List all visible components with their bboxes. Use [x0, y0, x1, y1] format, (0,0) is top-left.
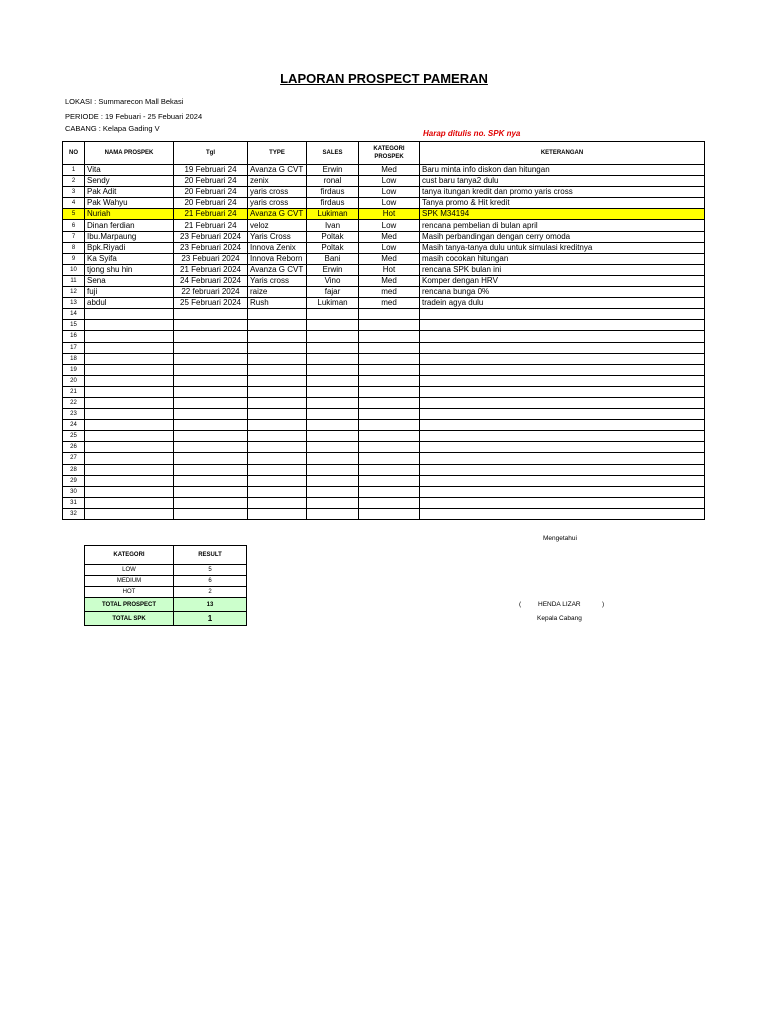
- cell-no: 16: [63, 331, 85, 342]
- cell-tgl: [174, 331, 248, 342]
- table-row: [63, 320, 705, 331]
- cell-type: [248, 464, 307, 475]
- cell-tgl: [174, 320, 248, 331]
- cell-kategori: [359, 331, 420, 342]
- cell-sales: [307, 475, 359, 486]
- cell-type: [248, 364, 307, 375]
- header-no: NO: [63, 142, 85, 165]
- cell-nama: [85, 453, 174, 464]
- signature-close-paren: ): [602, 601, 605, 608]
- cell-kategori: [359, 397, 420, 408]
- cell-no: 2: [63, 176, 85, 187]
- table-row: [63, 353, 705, 364]
- report-title: LAPORAN PROSPECT PAMERAN: [280, 71, 488, 86]
- cell-sales: Erwin: [307, 264, 359, 275]
- cell-tgl: 20 Februari 24: [174, 187, 248, 198]
- cell-tgl: [174, 342, 248, 353]
- cell-nama: [85, 342, 174, 353]
- location-line: LOKASI : Summarecon Mall Bekasi: [65, 97, 184, 106]
- cell-kategori: med: [359, 287, 420, 298]
- cell-no: 26: [63, 442, 85, 453]
- cell-kategori: [359, 431, 420, 442]
- cell-sales: Lukiman: [307, 209, 359, 220]
- cell-no: 19: [63, 364, 85, 375]
- header-tgl: Tgl: [174, 142, 248, 165]
- cell-kategori: [359, 420, 420, 431]
- cell-type: Innova Zenix: [248, 242, 307, 253]
- cell-nama: Sena: [85, 275, 174, 286]
- cell-keterangan: SPK M34194: [420, 209, 705, 220]
- cell-tgl: [174, 508, 248, 519]
- cell-tgl: [174, 375, 248, 386]
- cell-sales: fajar: [307, 287, 359, 298]
- summary-row-hot: [85, 587, 247, 598]
- table-row: [63, 475, 705, 486]
- cell-keterangan: [420, 309, 705, 320]
- table-row: [63, 453, 705, 464]
- cell-type: [248, 397, 307, 408]
- period-line: PERIODE : 19 Febuari - 25 Febuari 2024: [65, 112, 203, 121]
- cell-tgl: 23 Februari 2024: [174, 242, 248, 253]
- cell-tgl: [174, 464, 248, 475]
- cell-keterangan: masih cocokan hitungan: [420, 253, 705, 264]
- cell-nama: [85, 420, 174, 431]
- cell-nama: Sendy: [85, 176, 174, 187]
- cell-keterangan: [420, 453, 705, 464]
- table-row: [63, 409, 705, 420]
- cell-no: 9: [63, 253, 85, 264]
- cell-nama: Ibu.Marpaung: [85, 231, 174, 242]
- table-row: [63, 397, 705, 408]
- cell-kategori: [359, 464, 420, 475]
- cell-tgl: 25 Februari 2024: [174, 298, 248, 309]
- cell-nama: Dinan ferdian: [85, 220, 174, 231]
- cell-keterangan: [420, 342, 705, 353]
- cell-kategori: Hot: [359, 209, 420, 220]
- cell-no: 18: [63, 353, 85, 364]
- cell-sales: Bani: [307, 253, 359, 264]
- total-spk-label: TOTAL SPK: [85, 612, 174, 626]
- cell-tgl: 21 Februari 24: [174, 220, 248, 231]
- cell-tgl: 20 Februari 24: [174, 176, 248, 187]
- table-row: [63, 442, 705, 453]
- cell-kategori: [359, 375, 420, 386]
- cell-no: 8: [63, 242, 85, 253]
- cell-nama: Pak Adit: [85, 187, 174, 198]
- cell-nama: Ka Syifa: [85, 253, 174, 264]
- cell-keterangan: [420, 508, 705, 519]
- summary-label: MEDIUM: [85, 576, 174, 587]
- cell-keterangan: [420, 464, 705, 475]
- cell-kategori: Low: [359, 242, 420, 253]
- cell-type: Yaris cross: [248, 275, 307, 286]
- header-sales: SALES: [307, 142, 359, 165]
- cell-no: 15: [63, 320, 85, 331]
- cell-no: 25: [63, 431, 85, 442]
- total-prospect-value: 13: [174, 598, 247, 612]
- cell-type: yaris cross: [248, 187, 307, 198]
- table-row: [63, 275, 705, 286]
- cell-type: [248, 375, 307, 386]
- cell-sales: [307, 386, 359, 397]
- cell-nama: [85, 497, 174, 508]
- cell-tgl: [174, 453, 248, 464]
- cell-no: 13: [63, 298, 85, 309]
- cell-sales: [307, 431, 359, 442]
- signature-open-paren: (: [519, 601, 522, 608]
- cell-no: 11: [63, 275, 85, 286]
- cell-tgl: [174, 420, 248, 431]
- cell-tgl: [174, 442, 248, 453]
- cell-keterangan: Tanya promo & Hit kredit: [420, 198, 705, 209]
- cell-no: 20: [63, 375, 85, 386]
- cell-sales: [307, 364, 359, 375]
- cell-sales: Poltak: [307, 242, 359, 253]
- cell-nama: [85, 486, 174, 497]
- cell-kategori: [359, 309, 420, 320]
- summary-header-result: RESULT: [174, 546, 247, 565]
- cell-nama: Pak Wahyu: [85, 198, 174, 209]
- cell-type: Innova Reborn: [248, 253, 307, 264]
- table-row: [63, 497, 705, 508]
- cell-nama: [85, 364, 174, 375]
- cell-keterangan: Baru minta info diskon dan hitungan: [420, 165, 705, 176]
- cell-type: [248, 497, 307, 508]
- cell-kategori: [359, 508, 420, 519]
- cell-sales: Poltak: [307, 231, 359, 242]
- cell-nama: [85, 508, 174, 519]
- cell-tgl: [174, 409, 248, 420]
- summary-row-total-prospect: [85, 598, 247, 612]
- summary-label: HOT: [85, 587, 174, 598]
- table-row: [63, 364, 705, 375]
- cell-sales: [307, 342, 359, 353]
- cell-tgl: [174, 309, 248, 320]
- table-row: [63, 431, 705, 442]
- cell-tgl: [174, 397, 248, 408]
- cell-nama: [85, 353, 174, 364]
- cell-no: 7: [63, 231, 85, 242]
- table-row: [63, 386, 705, 397]
- table-row: [63, 220, 705, 231]
- cell-type: [248, 453, 307, 464]
- cell-nama: [85, 409, 174, 420]
- cell-type: yaris cross: [248, 198, 307, 209]
- cell-kategori: [359, 342, 420, 353]
- cell-keterangan: [420, 420, 705, 431]
- table-row: [63, 375, 705, 386]
- cell-no: 31: [63, 497, 85, 508]
- table-row: [63, 209, 705, 220]
- table-row: [63, 198, 705, 209]
- prospect-table: [62, 141, 705, 520]
- cell-keterangan: rencana pembelian di bulan april: [420, 220, 705, 231]
- cell-kategori: Low: [359, 187, 420, 198]
- cell-nama: [85, 464, 174, 475]
- summary-header-kategori: KATEGORI: [85, 546, 174, 565]
- cell-nama: Bpk.Riyadi: [85, 242, 174, 253]
- summary-value: 6: [174, 576, 247, 587]
- cell-kategori: Low: [359, 176, 420, 187]
- header-keterangan: KETERANGAN: [420, 142, 705, 165]
- summary-row-medium: [85, 576, 247, 587]
- cell-kategori: Med: [359, 275, 420, 286]
- mengetahui-label: Mengetahui: [543, 535, 577, 542]
- table-row: [63, 264, 705, 275]
- cell-sales: ronal: [307, 176, 359, 187]
- cell-kategori: Med: [359, 165, 420, 176]
- cell-type: Avanza G CVT: [248, 209, 307, 220]
- cell-nama: [85, 475, 174, 486]
- cell-tgl: 24 Februari 2024: [174, 275, 248, 286]
- cell-kategori: Hot: [359, 264, 420, 275]
- cell-no: 27: [63, 453, 85, 464]
- cell-keterangan: rencana SPK bulan ini: [420, 264, 705, 275]
- cell-keterangan: [420, 486, 705, 497]
- table-row: [63, 342, 705, 353]
- cell-keterangan: Masih perbandingan dengan cerry omoda: [420, 231, 705, 242]
- cell-type: [248, 508, 307, 519]
- cell-no: 14: [63, 309, 85, 320]
- cell-keterangan: Komper dengan HRV: [420, 275, 705, 286]
- cell-nama: [85, 309, 174, 320]
- cell-keterangan: [420, 497, 705, 508]
- signature-name: HENDA LIZAR: [538, 601, 581, 608]
- cell-tgl: 19 Februari 24: [174, 165, 248, 176]
- cell-type: Rush: [248, 298, 307, 309]
- cell-no: 12: [63, 287, 85, 298]
- cell-kategori: Med: [359, 231, 420, 242]
- header-kategori: KATEGORI PROSPEK: [359, 142, 420, 165]
- cell-type: [248, 431, 307, 442]
- cell-no: 32: [63, 508, 85, 519]
- cell-no: 29: [63, 475, 85, 486]
- cell-kategori: [359, 386, 420, 397]
- summary-value: 5: [174, 565, 247, 576]
- total-spk-value: 1: [174, 612, 247, 626]
- cell-no: 4: [63, 198, 85, 209]
- table-row: [63, 253, 705, 264]
- total-prospect-label: TOTAL PROSPECT: [85, 598, 174, 612]
- cell-type: Avanza G CVT: [248, 264, 307, 275]
- cell-nama: Vita: [85, 165, 174, 176]
- cell-tgl: [174, 475, 248, 486]
- cell-type: Yaris Cross: [248, 231, 307, 242]
- cell-sales: [307, 320, 359, 331]
- cell-sales: Erwin: [307, 165, 359, 176]
- cell-sales: firdaus: [307, 198, 359, 209]
- cell-tgl: [174, 364, 248, 375]
- cell-type: veloz: [248, 220, 307, 231]
- table-row: [63, 287, 705, 298]
- table-row: [63, 242, 705, 253]
- cell-tgl: [174, 386, 248, 397]
- table-row: [63, 176, 705, 187]
- cell-keterangan: [420, 442, 705, 453]
- cell-no: 22: [63, 397, 85, 408]
- cell-no: 5: [63, 209, 85, 220]
- cell-no: 10: [63, 264, 85, 275]
- table-row: [63, 309, 705, 320]
- signature-role: Kepala Cabang: [537, 615, 582, 622]
- cell-keterangan: [420, 331, 705, 342]
- cell-keterangan: tradein agya dulu: [420, 298, 705, 309]
- cell-no: 1: [63, 165, 85, 176]
- cell-type: [248, 320, 307, 331]
- cell-kategori: [359, 442, 420, 453]
- cell-sales: [307, 420, 359, 431]
- cell-type: [248, 342, 307, 353]
- table-row: [63, 298, 705, 309]
- cell-keterangan: Masih tanya-tanya dulu untuk simulasi kreditnya: [420, 242, 705, 253]
- summary-value: 2: [174, 587, 247, 598]
- cell-kategori: [359, 497, 420, 508]
- cell-no: 21: [63, 386, 85, 397]
- cell-sales: [307, 464, 359, 475]
- cell-nama: [85, 386, 174, 397]
- cell-type: [248, 331, 307, 342]
- branch-line: CABANG : Kelapa Gading V: [65, 124, 160, 133]
- cell-no: 24: [63, 420, 85, 431]
- cell-type: [248, 409, 307, 420]
- cell-type: zenix: [248, 176, 307, 187]
- cell-sales: [307, 309, 359, 320]
- cell-sales: [307, 375, 359, 386]
- table-row: [63, 464, 705, 475]
- cell-sales: Vino: [307, 275, 359, 286]
- cell-kategori: [359, 486, 420, 497]
- cell-tgl: 20 Februari 24: [174, 198, 248, 209]
- cell-nama: Nuriah: [85, 209, 174, 220]
- cell-nama: [85, 397, 174, 408]
- summary-table: [84, 545, 247, 626]
- cell-no: 6: [63, 220, 85, 231]
- cell-type: [248, 475, 307, 486]
- cell-type: [248, 420, 307, 431]
- cell-sales: [307, 409, 359, 420]
- cell-no: 23: [63, 409, 85, 420]
- cell-nama: [85, 431, 174, 442]
- cell-sales: [307, 331, 359, 342]
- cell-sales: [307, 486, 359, 497]
- cell-sales: [307, 397, 359, 408]
- cell-kategori: Low: [359, 220, 420, 231]
- header-type: TYPE: [248, 142, 307, 165]
- cell-type: [248, 442, 307, 453]
- summary-header-row: [85, 546, 247, 565]
- cell-tgl: 23 Februari 2024: [174, 231, 248, 242]
- table-row: [63, 187, 705, 198]
- cell-type: [248, 309, 307, 320]
- cell-keterangan: tanya itungan kredit dan promo yaris cross: [420, 187, 705, 198]
- header-nama: NAMA PROSPEK: [85, 142, 174, 165]
- summary-row-total-spk: [85, 612, 247, 626]
- cell-tgl: 21 Februari 24: [174, 209, 248, 220]
- table-row: [63, 508, 705, 519]
- table-header-row: [63, 142, 705, 165]
- cell-keterangan: [420, 397, 705, 408]
- cell-no: 30: [63, 486, 85, 497]
- cell-sales: [307, 453, 359, 464]
- cell-sales: [307, 497, 359, 508]
- cell-no: 17: [63, 342, 85, 353]
- cell-kategori: [359, 320, 420, 331]
- table-row: [63, 165, 705, 176]
- cell-kategori: Low: [359, 198, 420, 209]
- cell-no: 3: [63, 187, 85, 198]
- cell-keterangan: [420, 431, 705, 442]
- cell-keterangan: [420, 409, 705, 420]
- cell-keterangan: [420, 364, 705, 375]
- cell-type: Avanza G CVT: [248, 165, 307, 176]
- cell-tgl: [174, 486, 248, 497]
- cell-sales: [307, 353, 359, 364]
- cell-kategori: [359, 409, 420, 420]
- cell-kategori: [359, 475, 420, 486]
- cell-type: raize: [248, 287, 307, 298]
- cell-sales: [307, 508, 359, 519]
- cell-tgl: [174, 497, 248, 508]
- cell-keterangan: [420, 386, 705, 397]
- cell-tgl: 23 Febuari 2024: [174, 253, 248, 264]
- cell-tgl: [174, 353, 248, 364]
- cell-type: [248, 353, 307, 364]
- cell-type: [248, 486, 307, 497]
- cell-nama: [85, 442, 174, 453]
- cell-nama: fuji: [85, 287, 174, 298]
- cell-keterangan: [420, 353, 705, 364]
- cell-keterangan: [420, 320, 705, 331]
- cell-tgl: 22 februari 2024: [174, 287, 248, 298]
- table-row: [63, 486, 705, 497]
- cell-kategori: [359, 364, 420, 375]
- cell-no: 28: [63, 464, 85, 475]
- cell-tgl: [174, 431, 248, 442]
- table-row: [63, 231, 705, 242]
- cell-sales: firdaus: [307, 187, 359, 198]
- cell-nama: [85, 320, 174, 331]
- cell-keterangan: [420, 375, 705, 386]
- cell-keterangan: cust baru tanya2 dulu: [420, 176, 705, 187]
- cell-sales: [307, 442, 359, 453]
- cell-keterangan: [420, 475, 705, 486]
- cell-kategori: Med: [359, 253, 420, 264]
- summary-row-low: [85, 565, 247, 576]
- table-row: [63, 420, 705, 431]
- summary-label: LOW: [85, 565, 174, 576]
- cell-kategori: med: [359, 298, 420, 309]
- cell-type: [248, 386, 307, 397]
- cell-nama: tjong shu hin: [85, 264, 174, 275]
- table-row: [63, 331, 705, 342]
- cell-sales: Lukiman: [307, 298, 359, 309]
- cell-nama: abdul: [85, 298, 174, 309]
- cell-sales: Ivan: [307, 220, 359, 231]
- cell-nama: [85, 375, 174, 386]
- cell-keterangan: rencana bunga 0%: [420, 287, 705, 298]
- cell-nama: [85, 331, 174, 342]
- spk-note: Harap ditulis no. SPK nya: [423, 129, 521, 138]
- cell-tgl: 21 Februari 2024: [174, 264, 248, 275]
- cell-kategori: [359, 353, 420, 364]
- cell-kategori: [359, 453, 420, 464]
